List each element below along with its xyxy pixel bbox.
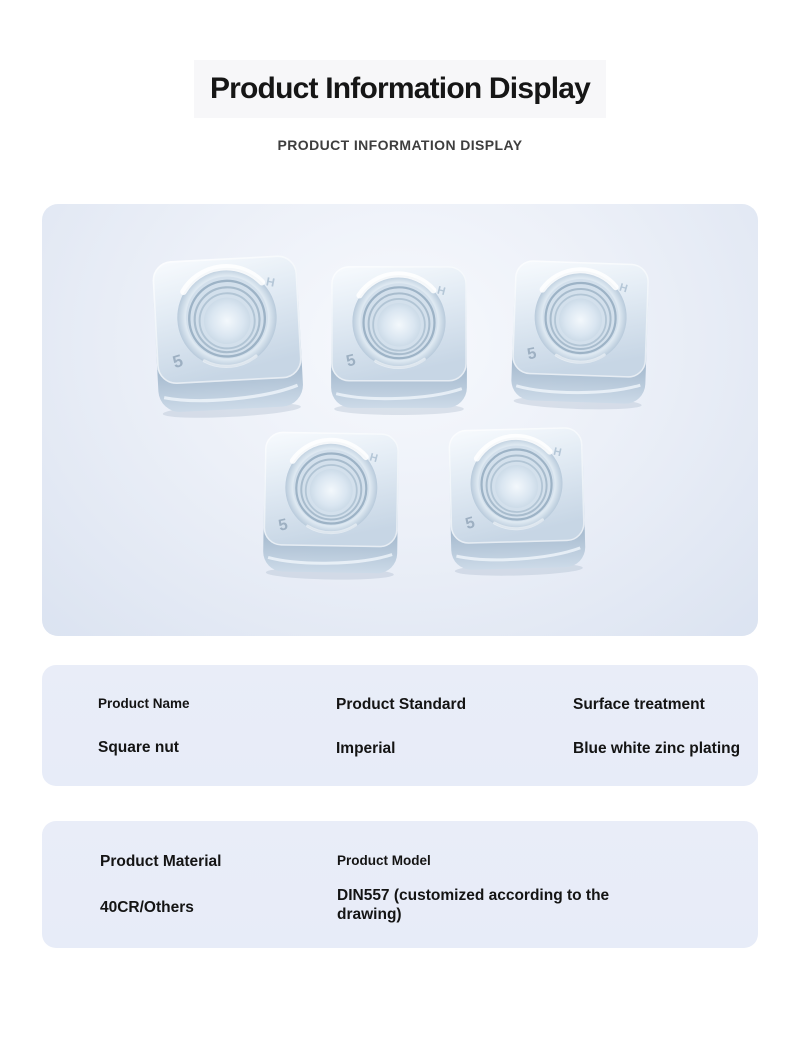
square-nut-image-5 <box>445 423 589 580</box>
field-label: Product Name <box>98 696 190 711</box>
page-title: Product Information Display <box>209 72 591 105</box>
field-value: 40CR/Others <box>100 899 194 916</box>
field-value: Blue white zinc plating <box>573 740 741 757</box>
product-info-card-1 <box>42 665 758 786</box>
field-label: Product Material <box>100 853 222 870</box>
field-product-material <box>100 853 337 948</box>
field-value: DIN557 (customized according to the drawing) <box>337 887 610 923</box>
field-surface-treatment <box>573 696 748 786</box>
field-product-model <box>337 853 748 948</box>
page-title-box <box>194 60 606 118</box>
field-label: Product Standard <box>336 696 467 713</box>
field-value: Square nut <box>98 739 179 756</box>
field-label: Product Model <box>337 853 431 868</box>
field-label: Surface treatment <box>573 696 705 713</box>
product-info-card-2 <box>42 821 758 948</box>
field-product-name <box>98 696 336 786</box>
square-nut-image-4 <box>260 427 403 584</box>
product-info-page <box>0 60 800 1038</box>
square-nut-image-2 <box>328 264 470 416</box>
page-subtitle: PRODUCT INFORMATION DISPLAY <box>277 137 523 153</box>
square-nut-image-3 <box>507 257 652 414</box>
square-nut-image-1 <box>148 252 308 422</box>
product-photo-card <box>42 204 758 636</box>
field-value: Imperial <box>336 740 396 757</box>
field-product-standard <box>336 696 573 786</box>
